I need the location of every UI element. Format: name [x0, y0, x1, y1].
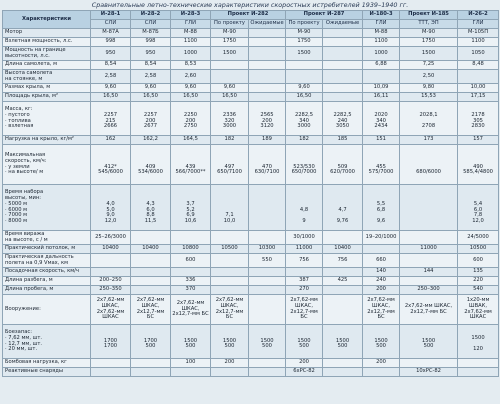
table-cell: 1750: [400, 38, 458, 47]
table-cell: 8,54: [131, 61, 171, 70]
table-cell: [249, 61, 286, 70]
table-cell: 5,4 6,0 7,8 12,0: [458, 185, 499, 231]
table-cell: 998: [91, 38, 131, 47]
table-cell: [458, 359, 499, 368]
table-cell: [171, 231, 211, 245]
table-cell: [171, 368, 211, 377]
table-cell: 270: [286, 286, 323, 295]
header-aircraft: И-26-2: [458, 11, 499, 20]
table-row: [3, 254, 499, 268]
table-cell: [249, 29, 286, 38]
table-cell: 2336 320 3000: [211, 102, 249, 136]
table-cell: [211, 231, 249, 245]
table-cell: [249, 185, 286, 231]
table-cell: 439 566/7000**: [171, 145, 211, 185]
table-cell: [211, 254, 249, 268]
row-label: Нагрузка на крыло, кг/м²: [3, 136, 91, 145]
table-cell: 523/530 650/7000: [286, 145, 323, 185]
header-sub: По проекту: [211, 20, 249, 29]
table-cell: [249, 70, 286, 84]
table-cell: 1х20-мм ШВАК, 2х7,62-мм ШКАС: [458, 295, 499, 325]
table-cell: 100: [171, 359, 211, 368]
table-cell: [211, 61, 249, 70]
table-cell: [249, 93, 286, 102]
table-cell: 1100: [171, 38, 211, 47]
table-cell: 16,50: [211, 93, 249, 102]
table-cell: 2х7,62-мм ШКАС, 2х12,7-мм БС: [363, 295, 400, 325]
table-cell: [91, 368, 131, 377]
table-row: [3, 29, 499, 38]
comparison-table: [2, 10, 499, 377]
table-cell: 1100: [363, 38, 400, 47]
table-row: [3, 47, 499, 61]
table-cell: [211, 70, 249, 84]
table-title: Сравнительные летно-технические характеристики скоростных истребителей 1939–1940 гг.: [91, 1, 409, 9]
header-aircraft: Проект И-185: [400, 11, 458, 20]
table-cell: 240: [363, 277, 400, 286]
table-cell: 10хРС-82: [400, 368, 458, 377]
table-cell: 16,50: [171, 93, 211, 102]
table-cell: 11000: [400, 245, 458, 254]
table-cell: 425: [323, 277, 363, 286]
table-cell: 10,00: [458, 84, 499, 93]
table-row: [3, 185, 499, 231]
table-cell: 2282,5 240 3050: [323, 102, 363, 136]
row-label: Время виража на высоте, с / м: [3, 231, 91, 245]
table-row: [3, 102, 499, 136]
table-cell: 8,54: [91, 61, 131, 70]
table-cell: 16,50: [131, 93, 171, 102]
table-cell: 9,60: [131, 84, 171, 93]
table-cell: 2565 200 3120: [249, 102, 286, 136]
table-cell: [323, 84, 363, 93]
table-cell: 164,5: [171, 136, 211, 145]
table-cell: 2х7,62-мм ШКАС, 2х7,62-мм ШКАС: [91, 295, 131, 325]
table-row: [3, 325, 499, 359]
table-cell: 200: [286, 359, 323, 368]
table-cell: 2028,1 2708: [400, 102, 458, 136]
table-cell: 6,88: [363, 61, 400, 70]
table-cell: 140: [363, 268, 400, 277]
table-cell: 1500 500: [171, 325, 211, 359]
table-cell: [131, 368, 171, 377]
table-cell: 1000: [363, 47, 400, 61]
table-cell: 756: [323, 254, 363, 268]
table-cell: 135: [458, 268, 499, 277]
table-cell: [249, 286, 286, 295]
table-row: [3, 359, 499, 368]
table-cell: [323, 286, 363, 295]
table-cell: [363, 368, 400, 377]
table-cell: 8,48: [458, 61, 499, 70]
table-cell: [286, 70, 323, 84]
table-cell: [400, 231, 458, 245]
table-cell: 2,58: [131, 70, 171, 84]
table-cell: 151: [363, 136, 400, 145]
table-row: [3, 145, 499, 185]
table-cell: [91, 268, 131, 277]
table-cell: [323, 93, 363, 102]
table-cell: 25–26/3000: [91, 231, 131, 245]
table-cell: 412* 545/6000: [91, 145, 131, 185]
row-label: Длина самолета, м: [3, 61, 91, 70]
table-cell: 2178 305 2830: [458, 102, 499, 136]
table-cell: [131, 286, 171, 295]
table-row: [3, 368, 499, 377]
table-cell: 173: [400, 136, 458, 145]
header-aircraft: И-28-1: [91, 11, 131, 20]
table-cell: 998: [131, 38, 171, 47]
table-cell: 1500 500: [286, 325, 323, 359]
table-row: [3, 84, 499, 93]
row-label: Вооружение:: [3, 295, 91, 325]
table-row: [3, 286, 499, 295]
table-cell: 1500 500: [363, 325, 400, 359]
table-cell: М-90: [400, 29, 458, 38]
table-cell: 30/1000: [286, 231, 323, 245]
table-cell: 1500 500: [249, 325, 286, 359]
table-cell: 1750: [211, 38, 249, 47]
header-aircraft: Проект И-287: [286, 11, 363, 20]
table-cell: 1050: [458, 47, 499, 61]
table-cell: 10400: [131, 245, 171, 254]
table-cell: 497 650/7100: [211, 145, 249, 185]
table-cell: 600: [458, 254, 499, 268]
table-cell: 2,58: [91, 70, 131, 84]
table-cell: [323, 70, 363, 84]
header-aircraft: И-28-2: [131, 11, 171, 20]
row-label: Площадь крыла, м²: [3, 93, 91, 102]
table-header: [3, 11, 499, 29]
table-cell: [323, 368, 363, 377]
row-label: Высота самолета на стоянке, м: [3, 70, 91, 84]
table-cell: 250–350: [91, 286, 131, 295]
table-cell: 16,50: [91, 93, 131, 102]
table-cell: 4,7 9,76: [323, 185, 363, 231]
table-cell: [400, 254, 458, 268]
table-cell: [249, 84, 286, 93]
table-cell: 2х7,62-мм ШКАС, 2х12,7-мм БС: [211, 295, 249, 325]
header-aircraft: И-180-3: [363, 11, 400, 20]
table-cell: 1700 1700: [91, 325, 131, 359]
table-cell: [131, 359, 171, 368]
table-cell: 15,53: [400, 93, 458, 102]
table-row: [3, 70, 499, 84]
table-cell: [323, 29, 363, 38]
table-cell: [323, 295, 363, 325]
table-cell: 10800: [171, 245, 211, 254]
table-cell: М-88: [363, 29, 400, 38]
table-cell: [249, 268, 286, 277]
row-label: Максимальная скорость, км/ч: · у земли · на высоте/ м: [3, 145, 91, 185]
table-cell: 10400: [91, 245, 131, 254]
table-cell: [249, 359, 286, 368]
table-cell: [323, 268, 363, 277]
table-cell: 1000: [171, 47, 211, 61]
row-label: Масса, кг: · пустого · топлива · взлетная: [3, 102, 91, 136]
row-label: Практическая дальность полета на 0,9 Vмах, км: [3, 254, 91, 268]
table-cell: 550: [249, 254, 286, 268]
table-cell: 9,80: [400, 84, 458, 93]
table-cell: [323, 231, 363, 245]
table-cell: 1500: [211, 47, 249, 61]
table-cell: 189: [249, 136, 286, 145]
table-cell: 490 585,4/4800: [458, 145, 499, 185]
header-sub: ГЛИ: [458, 20, 499, 29]
row-label: Мотор: [3, 29, 91, 38]
table-cell: 370: [171, 286, 211, 295]
table-cell: [211, 277, 249, 286]
table-cell: [323, 359, 363, 368]
table-cell: 162: [91, 136, 131, 145]
table-cell: [249, 38, 286, 47]
header-sub: ТТТ, ЭП: [400, 20, 458, 29]
table-cell: 2,50: [400, 70, 458, 84]
table-cell: [458, 70, 499, 84]
table-cell: 1750: [286, 38, 323, 47]
table-cell: 10300: [249, 245, 286, 254]
table-cell: 540: [458, 286, 499, 295]
table-cell: [400, 359, 458, 368]
table-row: [3, 277, 499, 286]
table-cell: [131, 231, 171, 245]
row-label: Длина пробега, м: [3, 286, 91, 295]
table-cell: [91, 359, 131, 368]
table-row: [3, 93, 499, 102]
table-cell: 2020 340 2434: [363, 102, 400, 136]
table-cell: 10500: [458, 245, 499, 254]
table-cell: М-88: [171, 29, 211, 38]
header-sub: СЛИ: [131, 20, 171, 29]
header-sub: Ожидаемые: [249, 20, 286, 29]
table-cell: [249, 368, 286, 377]
table-cell: 660: [363, 254, 400, 268]
table-cell: 9,60: [286, 84, 323, 93]
table-cell: 9,60: [211, 84, 249, 93]
table-row: [3, 295, 499, 325]
table-cell: 16,50: [286, 93, 323, 102]
table-cell: М-90: [286, 29, 323, 38]
table-cell: [286, 268, 323, 277]
table-cell: 10400: [323, 245, 363, 254]
row-label: Длина разбега, м: [3, 277, 91, 286]
table-cell: 10500: [211, 245, 249, 254]
table-cell: 8,53: [171, 61, 211, 70]
table-cell: 185: [323, 136, 363, 145]
table-cell: 2х7,62-мм ШКАС, 2х12,7-мм БС: [400, 295, 458, 325]
table-cell: [131, 254, 171, 268]
table-cell: [323, 47, 363, 61]
table-cell: 1500 120: [458, 325, 499, 359]
table-cell: 2х7,62-мм ШКАС, 2х12,7-мм БС: [131, 295, 171, 325]
table-cell: 19–20/1000: [363, 231, 400, 245]
row-label: Размах крыла, м: [3, 84, 91, 93]
table-cell: 200: [363, 359, 400, 368]
table-cell: 950: [131, 47, 171, 61]
table-cell: 409 534/6000: [131, 145, 171, 185]
table-cell: [249, 277, 286, 286]
row-label: Бомбовая нагрузка, кг: [3, 359, 91, 368]
table-cell: 10,09: [363, 84, 400, 93]
table-cell: [211, 268, 249, 277]
table-cell: 9,60: [91, 84, 131, 93]
table-cell: 455 575/7000: [363, 145, 400, 185]
table-cell: [400, 185, 458, 231]
table-cell: 162,2: [131, 136, 171, 145]
row-label: Взлетная мощность, л.с.: [3, 38, 91, 47]
row-label: Мощность на границе высотности, л.с.: [3, 47, 91, 61]
table-body: [3, 29, 499, 377]
table-cell: 4,3 6,0 8,8 11,5: [131, 185, 171, 231]
table-cell: М-87А: [91, 29, 131, 38]
table-cell: 182: [211, 136, 249, 145]
table-cell: 144: [400, 268, 458, 277]
table-cell: 200: [211, 359, 249, 368]
table-cell: 756: [286, 254, 323, 268]
table-row: [3, 136, 499, 145]
table-cell: 7,25: [400, 61, 458, 70]
table-cell: [211, 286, 249, 295]
table-cell: 1700 500: [131, 325, 171, 359]
table-cell: [458, 368, 499, 377]
table-cell: 2х7,62-мм ШКАС, 2х12,7-мм БС: [171, 295, 211, 325]
table-row: [3, 245, 499, 254]
table-cell: 2282,5 340 3000: [286, 102, 323, 136]
table-cell: [131, 268, 171, 277]
header-sub: СЛИ: [91, 20, 131, 29]
table-cell: 220: [458, 277, 499, 286]
table-cell: 2,60: [171, 70, 211, 84]
table-cell: 387: [286, 277, 323, 286]
table-cell: [249, 47, 286, 61]
table-cell: 6хРС-82: [286, 368, 323, 377]
table-cell: 1500 500: [323, 325, 363, 359]
row-label: Время набора высоты, мин: · 5000 м · 6000 м · 7000 м · 8000 м: [3, 185, 91, 231]
header-sub: По проекту: [286, 20, 323, 29]
header-sub: ГЛИ: [171, 20, 211, 29]
row-label: Посадочная скорость, км/ч: [3, 268, 91, 277]
table-cell: 250–300: [400, 286, 458, 295]
table-cell: 4,8 9: [286, 185, 323, 231]
table-cell: 157: [458, 136, 499, 145]
table-cell: 600: [171, 254, 211, 268]
table-cell: 1500: [400, 47, 458, 61]
table-row: [3, 268, 499, 277]
table-row: [3, 38, 499, 47]
table-cell: [249, 231, 286, 245]
table-row: [3, 231, 499, 245]
table-cell: [323, 38, 363, 47]
row-label: Боезапас: · 7,62 мм, шт. · 12,7 мм, шт. · 20 мм, шт.: [3, 325, 91, 359]
table-cell: [363, 245, 400, 254]
table-cell: [400, 277, 458, 286]
table-cell: М-105П: [458, 29, 499, 38]
table-cell: [363, 70, 400, 84]
table-cell: [91, 254, 131, 268]
table-cell: 2257 200 2677: [131, 102, 171, 136]
table-cell: [323, 61, 363, 70]
table-cell: 7,1 10,0: [211, 185, 249, 231]
table-cell: [286, 61, 323, 70]
header-sub: Ожидаемые: [323, 20, 363, 29]
table-cell: [249, 295, 286, 325]
table-cell: 5,5 6,8 9,6: [363, 185, 400, 231]
row-label: Практический потолок, м: [3, 245, 91, 254]
table-cell: 11000: [286, 245, 323, 254]
table-cell: [211, 368, 249, 377]
table-cell: 950: [91, 47, 131, 61]
table-cell: М-87Б: [131, 29, 171, 38]
table-cell: 2250 200 2750: [171, 102, 211, 136]
table-cell: 336: [171, 277, 211, 286]
table-row: [3, 61, 499, 70]
table-cell: 24/5000: [458, 231, 499, 245]
table-cell: 3,7 5,2 6,9 10,6: [171, 185, 211, 231]
table-cell: 182: [286, 136, 323, 145]
table-cell: 1500 500: [211, 325, 249, 359]
header-sub: ГЛИ: [363, 20, 400, 29]
table-cell: М-90: [211, 29, 249, 38]
table-cell: 2х7,62-мм ШКАС, 2х12,7-мм БС: [286, 295, 323, 325]
table-cell: 1100: [458, 38, 499, 47]
table-cell: 2257 215 2666: [91, 102, 131, 136]
header-characteristics: Характеристики: [3, 11, 91, 29]
header-aircraft: Проект И-282: [211, 11, 286, 20]
table-cell: 9,60: [171, 84, 211, 93]
table-cell: 680/6000: [400, 145, 458, 185]
table-cell: 1500 500: [400, 325, 458, 359]
table-cell: 1500: [286, 47, 323, 61]
table-cell: 200–250: [91, 277, 131, 286]
table-cell: 4,0 5,0 9,0 12,0: [91, 185, 131, 231]
header-aircraft: И-28-3: [171, 11, 211, 20]
table-cell: 16,11: [363, 93, 400, 102]
table-cell: 509 620/7000: [323, 145, 363, 185]
table-cell: 17,15: [458, 93, 499, 102]
table-cell: 200: [363, 286, 400, 295]
table-cell: [131, 277, 171, 286]
table-cell: 470 630/7100: [249, 145, 286, 185]
row-label: Реактивные снаряды: [3, 368, 91, 377]
table-cell: [171, 268, 211, 277]
